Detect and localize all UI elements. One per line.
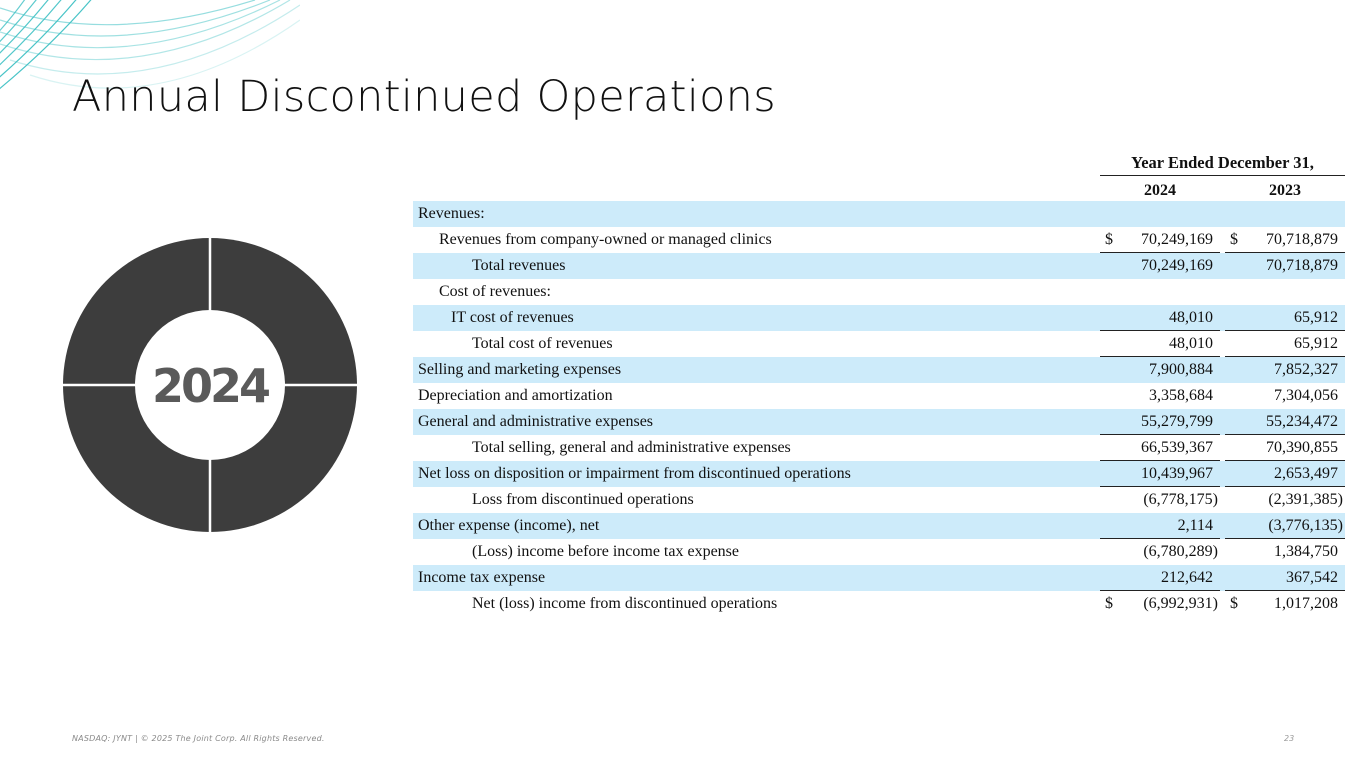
table-row [413,253,1345,279]
footer-copyright: NASDAQ: JYNT | © 2025 The Joint Corp. All Rights Reserved. [72,734,325,743]
value-2024 [1100,461,1220,487]
column-header-2024: 2024 [1144,182,1176,199]
value-2023 [1225,357,1345,382]
value-2024 [1100,539,1220,564]
value-2024 [1100,591,1220,616]
page-number: 23 [1284,734,1295,743]
cell-value: (3,776,135) [1268,517,1343,534]
value-2024 [1100,383,1220,408]
currency-symbol: $ [1105,231,1113,248]
row-label: Total revenues [472,257,566,274]
table-row [413,461,1345,487]
value-2024 [1100,227,1220,253]
cell-value: (6,778,175) [1143,491,1218,508]
value-2023 [1225,279,1345,304]
value-2024 [1100,357,1220,382]
table-row [413,487,1345,513]
cell-value: 1,017,208 [1274,595,1338,612]
table-row [413,383,1345,409]
donut-year-label: 2024 [151,359,269,413]
cell-value: 7,900,884 [1149,361,1213,378]
table-row [413,565,1345,591]
table-row [413,331,1345,357]
row-label: IT cost of revenues [451,309,574,326]
cell-value: 212,642 [1161,569,1213,586]
value-2023 [1225,591,1345,616]
table-row [413,201,1345,227]
row-label: Depreciation and amortization [418,387,613,404]
table-row [413,279,1345,305]
value-2023 [1225,305,1345,331]
table-row [413,305,1345,331]
cell-value: 65,912 [1294,309,1338,326]
cell-value: 48,010 [1169,335,1213,352]
year-donut-graphic [62,237,358,533]
currency-symbol: $ [1230,231,1238,248]
row-label: (Loss) income before income tax expense [472,543,740,560]
cell-value: (2,391,385) [1268,491,1343,508]
cell-value: 55,279,799 [1141,413,1213,430]
page-title: Annual Discontinued Operations [72,72,776,122]
value-2023 [1225,227,1345,253]
cell-value: 1,384,750 [1274,543,1338,560]
cell-value: 2,114 [1177,517,1213,534]
value-2024 [1100,435,1220,461]
table-row [413,513,1345,539]
value-2023 [1225,461,1345,487]
period-header: Year Ended December 31, [1100,152,1345,176]
value-2024 [1100,487,1220,512]
cell-value: 2,653,497 [1274,465,1338,482]
cell-value: 7,852,327 [1274,361,1338,378]
value-2023 [1225,487,1345,512]
table-row [413,227,1345,253]
row-label: Cost of revenues: [439,283,551,300]
cell-value: 70,249,169 [1141,257,1213,274]
currency-symbol: $ [1230,595,1238,612]
cell-value: 70,249,169 [1141,231,1213,248]
value-2023 [1225,513,1345,539]
row-label: Total selling, general and administrative expenses [472,439,791,456]
value-2023 [1225,201,1345,226]
row-label: Selling and marketing expenses [418,361,622,378]
cell-value: (6,992,931) [1143,595,1218,612]
column-header-2023: 2023 [1269,182,1301,199]
value-2024 [1100,253,1220,278]
row-label: Revenues from company-owned or managed clinics [439,231,772,248]
cell-value: 367,542 [1286,569,1338,586]
row-label: Total cost of revenues [472,335,613,352]
value-2024 [1100,331,1220,357]
value-2023 [1225,565,1345,591]
cell-value: 7,304,056 [1274,387,1338,404]
row-label: Revenues: [418,205,485,222]
cell-value: 70,718,879 [1266,257,1338,274]
value-2024 [1100,565,1220,591]
row-label: Net (loss) income from discontinued operations [472,595,778,612]
cell-value: 48,010 [1169,309,1213,326]
value-2023 [1225,409,1345,435]
value-2024 [1100,279,1220,304]
cell-value: 3,358,684 [1149,387,1213,404]
value-2023 [1225,383,1345,408]
value-2024 [1100,305,1220,331]
value-2024 [1100,513,1220,539]
table-row [413,409,1345,435]
row-label: Loss from discontinued operations [472,491,694,508]
table-row [413,539,1345,565]
value-2023 [1225,539,1345,564]
cell-value: 55,234,472 [1266,413,1338,430]
cell-value: 70,718,879 [1266,231,1338,248]
table-body [413,201,1345,617]
table-row [413,591,1345,617]
table-row [413,435,1345,461]
cell-value: 66,539,367 [1141,439,1213,456]
cell-value: 65,912 [1294,335,1338,352]
cell-value: (6,780,289) [1143,543,1218,560]
currency-symbol: $ [1105,595,1113,612]
row-label: Net loss on disposition or impairment from discontinued operations [418,465,851,482]
value-2023 [1225,253,1345,278]
value-2024 [1100,409,1220,435]
value-2023 [1225,435,1345,461]
row-label: Income tax expense [418,569,546,586]
cell-value: 70,390,855 [1266,439,1338,456]
value-2023 [1225,331,1345,357]
cell-value: 10,439,967 [1141,465,1213,482]
value-2024 [1100,201,1220,226]
row-label: Other expense (income), net [418,517,600,534]
table-row [413,357,1345,383]
row-label: General and administrative expenses [418,413,654,430]
